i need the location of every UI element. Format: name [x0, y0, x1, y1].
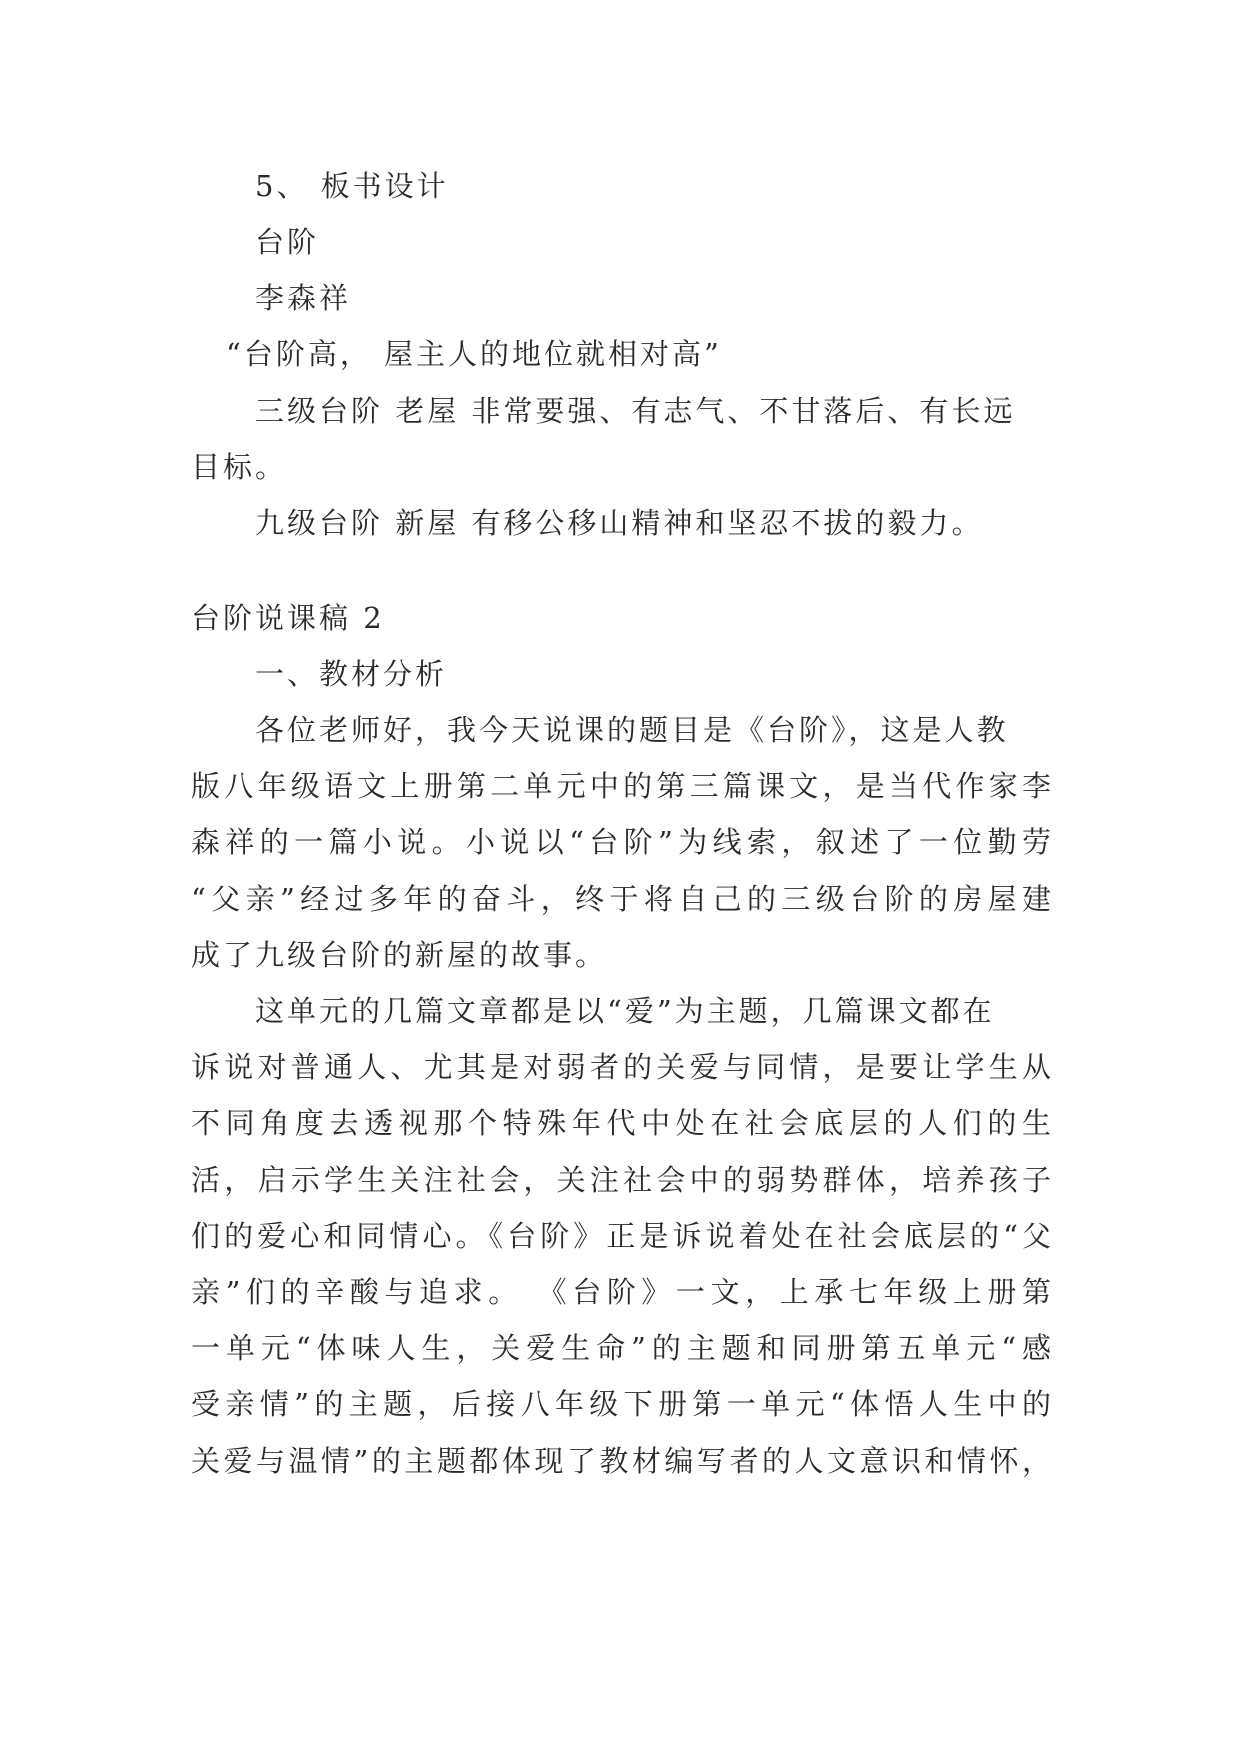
paragraph-line: 活，启示学生关注社会，关注社会中的弱势群体，培养孩子	[191, 1163, 1051, 1197]
paragraph-line: 们的爱心和同情心。《台阶》正是诉说着处在社会底层的“父	[191, 1219, 1051, 1253]
board-row-old-house: 三级台阶 老屋 非常要强、有志气、不甘落后、有长远	[255, 394, 1016, 428]
board-row-new-house: 九级台阶 新屋 有移公移山精神和坚忍不拔的毅力。	[255, 506, 984, 540]
document-title: 台阶说课稿 2	[191, 601, 385, 635]
board-title: 台阶	[255, 225, 320, 259]
paragraph-line: 版八年级语文上册第二单元中的第三篇课文，是当代作家李	[191, 769, 1051, 803]
paragraph-line: 这单元的几篇文章都是以“爱”为主题，几篇课文都在	[255, 994, 995, 1028]
paragraph-line: 成了九级台阶的新屋的故事。	[191, 938, 608, 972]
board-quote: “台阶高， 屋主人的地位就相对高”	[226, 337, 722, 371]
board-row-old-house-cont: 目标。	[191, 450, 288, 484]
paragraph-line: 各位老师好，我今天说课的题目是《台阶》，这是人教	[255, 713, 1009, 747]
paragraph-line: 受亲情”的主题，后接八年级下册第一单元“体悟人生中的	[191, 1387, 1051, 1421]
paragraph-line: 不同角度去透视那个特殊年代中处在社会底层的人们的生	[191, 1106, 1051, 1140]
board-author: 李森祥	[255, 281, 352, 315]
paragraph-line: 亲”们的辛酸与追求。 《台阶》一文，上承七年级上册第	[191, 1275, 1051, 1309]
section-heading: 5、 板书设计	[255, 169, 449, 203]
paragraph-line: 诉说对普通人、尤其是对弱者的关爱与同情，是要让学生从	[191, 1050, 1051, 1084]
paragraph-line: 森祥的一篇小说。小说以“台阶”为线索，叙述了一位勤劳	[191, 825, 1051, 859]
paragraph-line: “父亲”经过多年的奋斗，终于将自己的三级台阶的房屋建	[191, 882, 1051, 916]
subheading: 一、教材分析	[255, 657, 448, 691]
paragraph-line: 一单元“体味人生，关爱生命”的主题和同册第五单元“感	[191, 1331, 1051, 1365]
paragraph-line: 关爱与温情”的主题都体现了教材编写者的人文意识和情怀，	[191, 1444, 1051, 1478]
